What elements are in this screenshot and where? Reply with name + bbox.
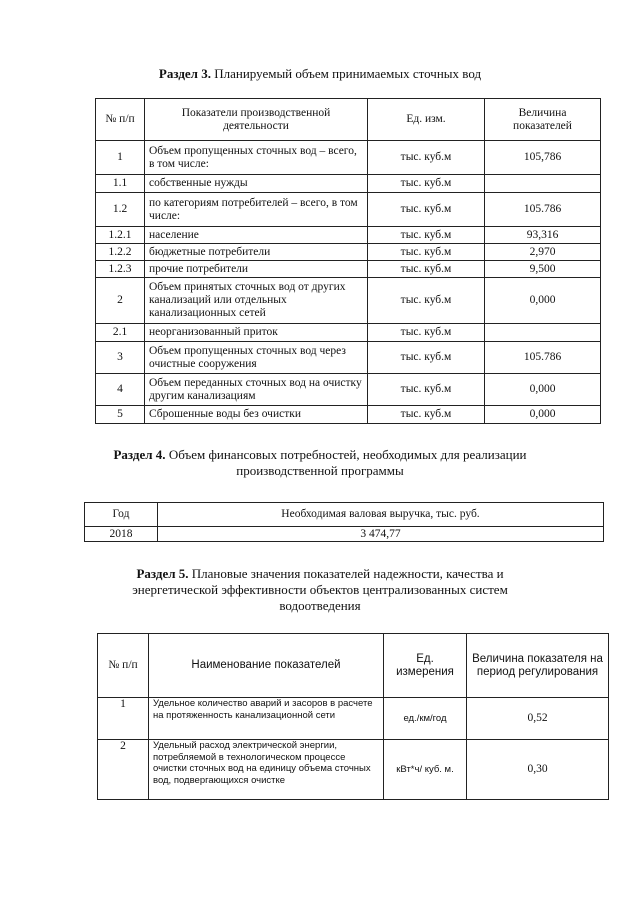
table-row	[96, 261, 601, 278]
row-num: 1.1	[96, 175, 145, 193]
table-row	[96, 278, 601, 324]
section5-heading	[0, 566, 640, 614]
row-name: бюджетные потребители	[145, 244, 368, 261]
row-unit: тыс. куб.м	[368, 141, 485, 175]
row-num: 3	[96, 342, 145, 374]
row-name: Удельный расход электрической энергии, потребляемой в технологическом процессе очистки сточных вод на единицу объема сточных вод, подвергающихся очистке	[149, 740, 384, 800]
row-value: 0,000	[485, 374, 601, 406]
table-header-row	[98, 634, 609, 698]
section3-title: Планируемый объем принимаемых сточных вод	[214, 66, 482, 81]
section5-title-line3: водоотведения	[279, 598, 361, 613]
table-row	[96, 374, 601, 406]
row-num: 2	[98, 740, 149, 800]
row-value	[485, 324, 601, 342]
row-unit: тыс. куб.м	[368, 175, 485, 193]
table-row	[96, 227, 601, 244]
row-num: 4	[96, 374, 145, 406]
row-unit: тыс. куб.м	[368, 342, 485, 374]
col-header-revenue: Необходимая валовая выручка, тыс. руб.	[158, 503, 604, 527]
section3-label: Раздел 3.	[158, 66, 211, 81]
row-value: 2,970	[485, 244, 601, 261]
row-num: 2.1	[96, 324, 145, 342]
row-unit: тыс. куб.м	[368, 324, 485, 342]
row-name: по категориям потребителей – всего, в том числе:	[145, 193, 368, 227]
row-value: 105,786	[485, 141, 601, 175]
table-row	[96, 141, 601, 175]
row-name: прочие потребители	[145, 261, 368, 278]
section4-heading	[0, 447, 640, 479]
row-unit: кВт*ч/ куб. м.	[384, 740, 467, 800]
row-name: Объем переданных сточных вод на очистку другим канализациям	[145, 374, 368, 406]
row-year: 2018	[85, 527, 158, 542]
row-value: 105.786	[485, 193, 601, 227]
row-unit: тыс. куб.м	[368, 227, 485, 244]
row-name: собственные нужды	[145, 175, 368, 193]
row-value	[485, 175, 601, 193]
section5-heading-line1	[0, 566, 640, 582]
col-header-year: Год	[85, 503, 158, 527]
row-num: 1	[98, 698, 149, 740]
row-unit: тыс. куб.м	[368, 193, 485, 227]
col-header-num: № п/п	[96, 99, 145, 141]
table-header-row	[85, 503, 604, 527]
row-num: 1.2.1	[96, 227, 145, 244]
row-value: 93,316	[485, 227, 601, 244]
table-row	[96, 244, 601, 261]
row-name: Объем пропущенных сточных вод через очистные сооружения	[145, 342, 368, 374]
row-value: 0,000	[485, 278, 601, 324]
section4-table	[84, 502, 604, 542]
section4-title-line2: производственной программы	[236, 463, 404, 478]
row-num: 1	[96, 141, 145, 175]
table-row	[96, 193, 601, 227]
section5-table	[97, 633, 609, 800]
section5-title-line1: Плановые значения показателей надежности, качества и	[191, 566, 504, 581]
table-row	[96, 342, 601, 374]
table-header-row	[96, 99, 601, 141]
section4-title-line1: Объем финансовых потребностей, необходимых для реализации	[168, 447, 527, 462]
row-num: 1.2	[96, 193, 145, 227]
row-num: 2	[96, 278, 145, 324]
row-name: Объем пропущенных сточных вод – всего, в том числе:	[145, 141, 368, 175]
table-row	[96, 175, 601, 193]
table-row	[96, 406, 601, 424]
section4-label: Раздел 4.	[113, 447, 166, 462]
row-value: 0,000	[485, 406, 601, 424]
row-name: население	[145, 227, 368, 244]
row-unit: тыс. куб.м	[368, 261, 485, 278]
row-revenue: 3 474,77	[158, 527, 604, 542]
row-num: 5	[96, 406, 145, 424]
row-unit: ед./км/год	[384, 698, 467, 740]
table-row	[85, 527, 604, 542]
row-name: неорганизованный приток	[145, 324, 368, 342]
row-value: 9,500	[485, 261, 601, 278]
col-header-indicator: Показатели производственной деятельности	[145, 99, 368, 141]
row-unit: тыс. куб.м	[368, 278, 485, 324]
section5-title-line2: энергетической эффективности объектов централизованных систем	[132, 582, 508, 597]
row-unit: тыс. куб.м	[368, 406, 485, 424]
col-header-unit: Ед. измерения	[384, 634, 467, 698]
row-name: Сброшенные воды без очистки	[145, 406, 368, 424]
row-num: 1.2.2	[96, 244, 145, 261]
col-header-value: Величина показателей	[485, 99, 601, 141]
row-num: 1.2.3	[96, 261, 145, 278]
row-unit: тыс. куб.м	[368, 244, 485, 261]
section3-table	[95, 98, 601, 424]
row-name: Объем принятых сточных вод от других канализаций или отдельных канализационных сетей	[145, 278, 368, 324]
row-value: 0,30	[467, 740, 609, 800]
table-row	[96, 324, 601, 342]
row-value: 0,52	[467, 698, 609, 740]
row-name: Удельное количество аварий и засоров в расчете на протяженность канализационной сети	[149, 698, 384, 740]
col-header-unit: Ед. изм.	[368, 99, 485, 141]
table-row	[98, 698, 609, 740]
col-header-num: № п/п	[98, 634, 149, 698]
section5-label: Раздел 5.	[136, 566, 189, 581]
row-value: 105.786	[485, 342, 601, 374]
col-header-indicator: Наименование показателей	[149, 634, 384, 698]
section3-heading	[0, 66, 640, 82]
col-header-value: Величина показателя на период регулирования	[467, 634, 609, 698]
section4-heading-line1	[0, 447, 640, 463]
table-row	[98, 740, 609, 800]
row-unit: тыс. куб.м	[368, 374, 485, 406]
